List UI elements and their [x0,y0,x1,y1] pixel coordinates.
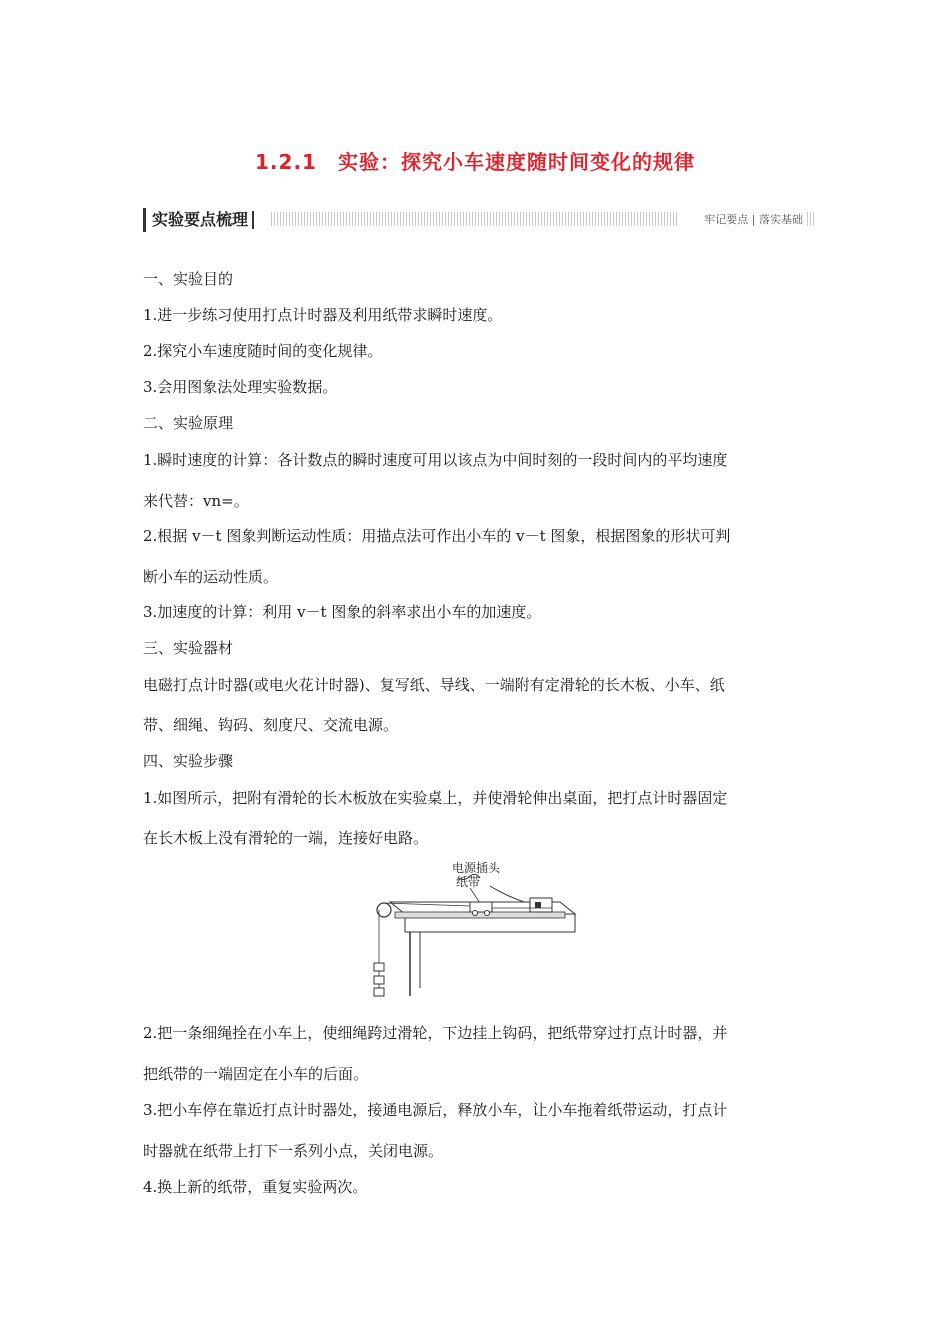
cart [470,902,492,912]
figure-label-tape: 纸带 [456,875,481,889]
text-line: 1.瞬时速度的计算：各计数点的瞬时速度可用以该点为中间时刻的一段时间内的平均速度 [143,451,728,469]
text-line: 把纸带的一端固定在小车的后面。 [143,1065,369,1083]
text-line: 来代替：vn=。 [143,492,249,510]
text-line: 一、实验目的 [143,270,234,288]
hook-weight [374,963,384,971]
section-tag-left: 牢记要点 [704,213,749,226]
section-tag-sep: | [751,213,756,226]
timer-part [535,902,541,908]
text-line: 四、实验步骤 [143,752,234,770]
text-line: 电磁打点计时器(或电火花计时器)、复写纸、导线、一端附有定滑轮的长木板、小车、纸 [143,676,725,694]
section-heading: 实验要点梳理 [143,208,248,232]
power-cord [490,886,530,904]
text-line: 3.加速度的计算：利用 v－t 图象的斜率求出小车的加速度。 [143,603,542,621]
text-line: 断小车的运动性质。 [143,568,279,586]
hook-weight [374,976,384,984]
text-line: 2.根据 v－t 图象判断运动性质：用描点法可作出小车的 v－t 图象，根据图象的形状可判 [143,527,731,545]
text-line: 2.探究小车速度随时间的变化规律。 [143,342,383,360]
text-line: 1.如图所示，把附有滑轮的长木板放在实验桌上，并使滑轮伸出桌面，把打点计时器固定 [143,789,728,807]
section-decor-lines [271,212,679,226]
text-line: 3.会用图象法处理实验数据。 [143,378,338,396]
long-board [395,912,565,918]
text-line: 三、实验器材 [143,639,234,657]
cart-wheel [473,911,478,916]
text-line: 3.把小车停在靠近打点计时器处，接通电源后，释放小车，让小车拖着纸带运动，打点计 [143,1101,728,1119]
section-tag-right: 落实基础 [759,213,803,226]
section-header [143,208,815,232]
text-line: 4.换上新的纸带，重复实验两次。 [143,1178,368,1196]
cart-wheel [485,911,490,916]
text-line: 时器就在纸带上打下一系列小点，关闭电源。 [143,1142,444,1160]
section-decor-lines-end [807,212,815,226]
hook-weight [374,988,384,996]
section-tag [702,211,805,227]
apparatus-figure [370,858,580,1000]
text-line: 2.把一条细绳拴在小车上，使细绳跨过滑轮，下边挂上钩码，把纸带穿过打点计时器，并 [143,1024,728,1042]
page-title: 1.2.1 实验：探究小车速度随时间变化的规律 [255,150,695,174]
text-line: 带、细绳、钩码、刻度尺、交流电源。 [143,716,399,734]
figure-label-plug: 电源插头 [452,861,501,875]
text-line: 在长木板上没有滑轮的一端，连接好电路。 [143,829,429,847]
text-line: 1.进一步练习使用打点计时器及利用纸带求瞬时速度。 [143,306,503,324]
text-line: 二、实验原理 [143,414,234,432]
